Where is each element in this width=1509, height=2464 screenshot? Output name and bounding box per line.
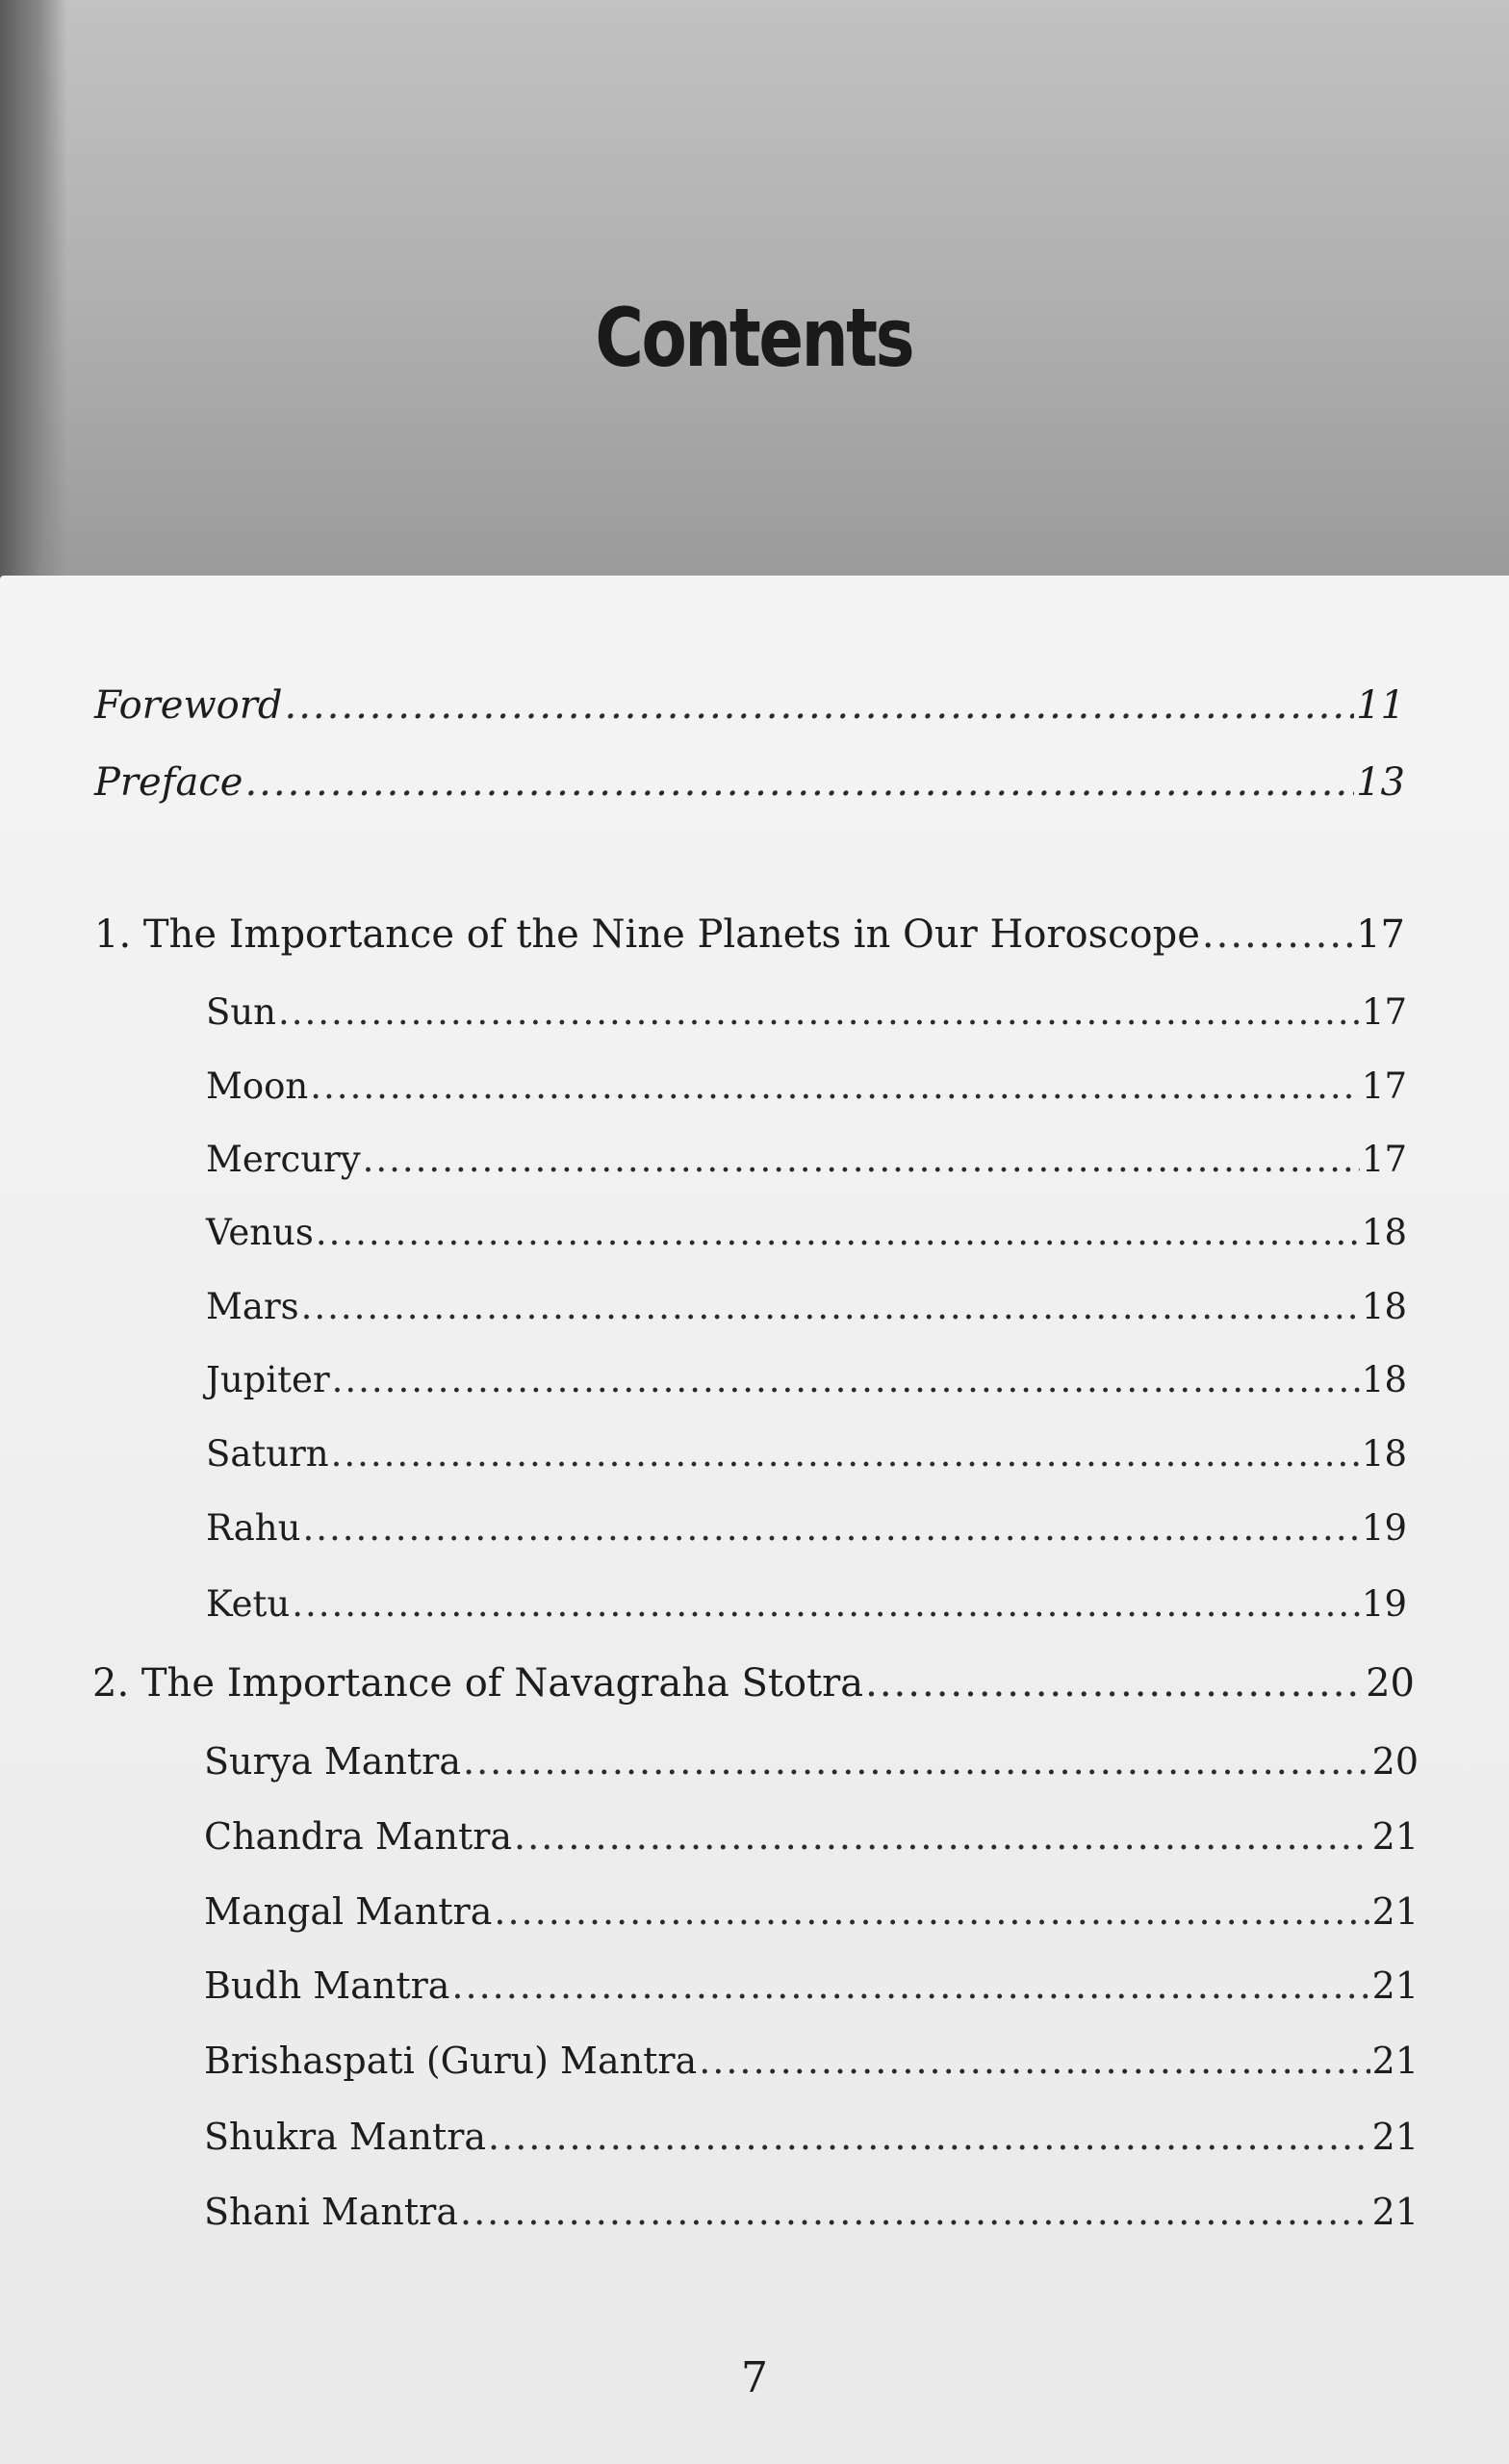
leader-dots (316, 1212, 1360, 1253)
book-binding-shadow (0, 0, 67, 587)
leader-dots (699, 2040, 1369, 2082)
leader-dots (1202, 912, 1354, 957)
leader-dots (310, 1065, 1360, 1107)
page-title: Contents (595, 291, 913, 385)
toc-subentry (206, 1212, 1407, 1253)
leader-dots (463, 1740, 1370, 1783)
toc-subentry (204, 1740, 1419, 1783)
toc-entry-page: 21 (1371, 1815, 1419, 1858)
toc-subentry (206, 1286, 1407, 1327)
toc-entry-page: 17 (1361, 1139, 1407, 1180)
toc-entry-label: Brishaspati (Guru) Mantra (204, 2040, 698, 2082)
leader-dots (278, 991, 1360, 1033)
toc-entry-label: Sun (206, 991, 277, 1033)
toc-subentry (206, 1507, 1407, 1549)
toc-entry-page: 21 (1371, 2191, 1419, 2233)
toc-subentry (206, 1583, 1407, 1625)
toc-entry-label: Chandra Mantra (204, 1815, 513, 1858)
toc-entry-page: 18 (1361, 1286, 1407, 1327)
toc-subentry (206, 1359, 1407, 1400)
toc-entry-label: Foreword (94, 683, 283, 728)
toc-entry-label: Rahu (206, 1507, 301, 1549)
toc-subentry (204, 2191, 1419, 2233)
toc-subentry (206, 991, 1407, 1033)
toc-chapter-2 (92, 1661, 1415, 1706)
toc-subentry (204, 1815, 1419, 1858)
toc-entry-page: 21 (1371, 1964, 1419, 2007)
toc-entry-page: 21 (1371, 2040, 1419, 2082)
toc-entry-page: 13 (1356, 760, 1405, 805)
toc-entry-page: 18 (1361, 1359, 1407, 1400)
toc-entry-page: 19 (1361, 1507, 1407, 1549)
toc-subentry (204, 2040, 1419, 2082)
toc-chapter-label: 1. The Importance of the Nine Planets in Our Horoscope (94, 912, 1200, 957)
toc-entry-page: 21 (1371, 2116, 1419, 2158)
toc-entry-label: Mercury (206, 1139, 361, 1180)
toc-entry-label: Shani Mantra (204, 2191, 458, 2233)
leader-dots (302, 1507, 1359, 1549)
toc-entry-label: Shukra Mantra (204, 2116, 487, 2158)
leader-dots (488, 2116, 1370, 2158)
toc-entry-label: Preface (94, 760, 243, 805)
toc-entry-foreword (94, 683, 1405, 728)
toc-subentry (206, 1433, 1407, 1475)
leader-dots (865, 1661, 1364, 1706)
toc-subentry (206, 1139, 1407, 1180)
toc-entry-label: Saturn (206, 1433, 329, 1475)
toc-entry-page: 20 (1371, 1740, 1419, 1783)
toc-subentry (204, 1964, 1419, 2007)
leader-dots (332, 1359, 1360, 1400)
toc-chapter-page: 17 (1356, 912, 1405, 957)
leader-dots (244, 760, 1354, 805)
toc-entry-page: 18 (1361, 1433, 1407, 1475)
leader-dots (494, 1890, 1369, 1933)
leader-dots (514, 1815, 1370, 1858)
toc-entry-page: 18 (1361, 1212, 1407, 1253)
toc-entry-label: Mangal Mantra (204, 1890, 493, 1933)
toc-entry-label: Moon (206, 1065, 309, 1107)
toc-entry-page: 21 (1371, 1890, 1419, 1933)
toc-chapter-1 (94, 912, 1405, 957)
leader-dots (301, 1286, 1360, 1327)
toc-entry-label: Ketu (206, 1583, 291, 1625)
toc-subentry (204, 1890, 1419, 1933)
toc-entry-page: 19 (1361, 1583, 1407, 1625)
toc-chapter-page: 20 (1366, 1661, 1415, 1706)
leader-dots (285, 683, 1355, 728)
toc-entry-label: Budh Mantra (204, 1964, 450, 2007)
toc-entry-page: 11 (1356, 683, 1405, 728)
toc-entry-preface (94, 760, 1405, 805)
toc-entry-page: 17 (1361, 991, 1407, 1033)
leader-dots (460, 2191, 1370, 2233)
page-number: 7 (741, 2353, 768, 2402)
toc-entry-page: 17 (1361, 1065, 1407, 1107)
toc-subentry (204, 2116, 1419, 2158)
leader-dots (292, 1583, 1360, 1625)
leader-dots (331, 1433, 1360, 1475)
toc-chapter-label: 2. The Importance of Navagraha Stotra (92, 1661, 864, 1706)
toc-entry-label: Surya Mantra (204, 1740, 462, 1783)
leader-dots (363, 1139, 1360, 1180)
toc-entry-label: Jupiter (206, 1359, 330, 1400)
toc-entry-label: Venus (206, 1212, 314, 1253)
leader-dots (451, 1964, 1369, 2007)
toc-entry-label: Mars (206, 1286, 299, 1327)
toc-subentry (206, 1065, 1407, 1107)
